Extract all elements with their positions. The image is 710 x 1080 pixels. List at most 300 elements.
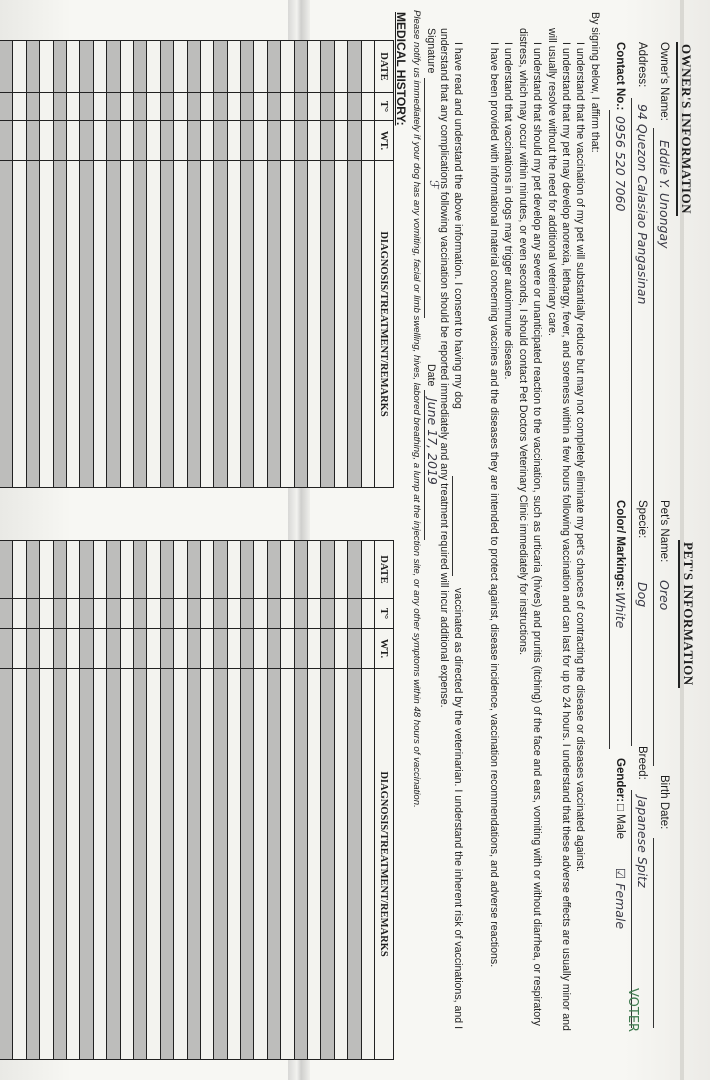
contact-value[interactable]: 0956 520 7060 bbox=[613, 116, 628, 212]
table-cell[interactable] bbox=[120, 121, 133, 161]
owner-heading: OWNER'S INFORMATION bbox=[676, 42, 694, 216]
table-cell[interactable] bbox=[294, 599, 307, 629]
voter-stamp: VOTER bbox=[625, 988, 640, 1033]
table-cell[interactable] bbox=[53, 629, 66, 669]
table-cell[interactable] bbox=[80, 629, 93, 669]
birth-date-label: Birth Date: bbox=[658, 775, 670, 830]
table-cell[interactable] bbox=[308, 93, 321, 121]
consent-agreement-rest: vaccinated as directed by the veterinarian. I understand the inherent risk of vaccinations, and I understand that any complications following vaccination should be reported immediately and any treatment required will incur additional expense. bbox=[437, 28, 464, 1030]
table-cell[interactable] bbox=[294, 41, 307, 93]
table-cell[interactable] bbox=[281, 541, 294, 599]
table-cell[interactable] bbox=[254, 41, 267, 93]
table-cell[interactable] bbox=[241, 161, 254, 488]
table-cell[interactable] bbox=[160, 93, 173, 121]
table-cell[interactable] bbox=[93, 93, 106, 121]
table-row bbox=[80, 41, 93, 488]
table-cell[interactable] bbox=[13, 161, 26, 488]
table-cell[interactable] bbox=[334, 93, 347, 121]
table-cell[interactable] bbox=[147, 629, 160, 669]
table-cell[interactable] bbox=[321, 41, 334, 93]
table-row bbox=[174, 541, 187, 1060]
table-cell[interactable] bbox=[348, 93, 361, 121]
table-cell[interactable] bbox=[133, 161, 146, 488]
table-cell[interactable] bbox=[214, 599, 227, 629]
table-cell[interactable] bbox=[0, 121, 13, 161]
table-cell[interactable] bbox=[334, 121, 347, 161]
color-label: Color/ Markings: bbox=[614, 500, 626, 591]
table-cell[interactable] bbox=[133, 93, 146, 121]
address-label: Address: bbox=[636, 42, 648, 88]
pet-name-line bbox=[653, 566, 654, 766]
table-row bbox=[227, 541, 240, 1060]
table-cell[interactable] bbox=[321, 121, 334, 161]
table-cell[interactable] bbox=[348, 121, 361, 161]
table-cell[interactable] bbox=[67, 599, 80, 629]
table-cell[interactable] bbox=[281, 629, 294, 669]
table-cell[interactable] bbox=[26, 41, 39, 93]
table-cell[interactable] bbox=[254, 669, 267, 1060]
table-cell[interactable] bbox=[308, 629, 321, 669]
table-cell[interactable] bbox=[187, 121, 200, 161]
table-cell[interactable] bbox=[174, 121, 187, 161]
table-cell[interactable] bbox=[133, 669, 146, 1060]
table-cell[interactable] bbox=[120, 41, 133, 93]
table-cell[interactable] bbox=[200, 41, 213, 93]
table-row bbox=[40, 41, 53, 488]
address-value[interactable]: 94 Quezon Calasiao Pangasinan bbox=[635, 104, 650, 305]
table-cell[interactable] bbox=[160, 541, 173, 599]
table-cell[interactable] bbox=[214, 41, 227, 93]
table-cell[interactable] bbox=[334, 541, 347, 599]
table-cell[interactable] bbox=[53, 93, 66, 121]
table-row bbox=[267, 541, 280, 1060]
table-cell[interactable] bbox=[67, 41, 80, 93]
table-cell[interactable] bbox=[80, 669, 93, 1060]
table-cell[interactable] bbox=[13, 629, 26, 669]
table-cell[interactable] bbox=[174, 93, 187, 121]
table-cell[interactable] bbox=[200, 599, 213, 629]
table-cell[interactable] bbox=[241, 93, 254, 121]
table-cell[interactable] bbox=[107, 93, 120, 121]
table-cell[interactable] bbox=[200, 93, 213, 121]
table-row bbox=[147, 541, 160, 1060]
table-cell[interactable] bbox=[67, 93, 80, 121]
table-cell[interactable] bbox=[241, 629, 254, 669]
table-cell[interactable] bbox=[187, 669, 200, 1060]
table-cell[interactable] bbox=[93, 161, 106, 488]
table-row bbox=[321, 541, 334, 1060]
table-cell[interactable] bbox=[13, 541, 26, 599]
table-cell[interactable] bbox=[227, 41, 240, 93]
table-cell[interactable] bbox=[254, 93, 267, 121]
table-cell[interactable] bbox=[254, 629, 267, 669]
table-cell[interactable] bbox=[281, 669, 294, 1060]
table-cell[interactable] bbox=[294, 541, 307, 599]
table-cell[interactable] bbox=[67, 629, 80, 669]
table-cell[interactable] bbox=[267, 669, 280, 1060]
table-cell[interactable] bbox=[267, 541, 280, 599]
table-row bbox=[321, 41, 334, 488]
table-row bbox=[361, 541, 374, 1060]
table-cell[interactable] bbox=[107, 121, 120, 161]
table-cell[interactable] bbox=[13, 599, 26, 629]
table-cell[interactable] bbox=[133, 599, 146, 629]
table-cell[interactable] bbox=[107, 161, 120, 488]
specie-line bbox=[631, 546, 632, 746]
table-cell[interactable] bbox=[120, 93, 133, 121]
table-cell[interactable] bbox=[26, 669, 39, 1060]
table-cell[interactable] bbox=[348, 161, 361, 488]
column-header-weight: WT. bbox=[375, 629, 394, 669]
table-row bbox=[93, 541, 106, 1060]
column-header-temp: T° bbox=[375, 93, 394, 121]
table-cell[interactable] bbox=[267, 121, 280, 161]
table-cell[interactable] bbox=[160, 669, 173, 1060]
table-row bbox=[120, 41, 133, 488]
table-cell[interactable] bbox=[93, 541, 106, 599]
table-cell[interactable] bbox=[160, 629, 173, 669]
table-cell[interactable] bbox=[0, 599, 13, 629]
table-cell[interactable] bbox=[0, 41, 13, 93]
table-cell[interactable] bbox=[160, 599, 173, 629]
table-cell[interactable] bbox=[80, 161, 93, 488]
table-cell[interactable] bbox=[147, 599, 160, 629]
table-cell[interactable] bbox=[214, 93, 227, 121]
table-cell[interactable] bbox=[133, 121, 146, 161]
table-cell[interactable] bbox=[187, 93, 200, 121]
table-row bbox=[361, 41, 374, 488]
table-cell[interactable] bbox=[93, 121, 106, 161]
table-cell[interactable] bbox=[133, 541, 146, 599]
table-cell[interactable] bbox=[308, 669, 321, 1060]
table-cell[interactable] bbox=[160, 41, 173, 93]
table-cell[interactable] bbox=[26, 599, 39, 629]
table-cell[interactable] bbox=[107, 669, 120, 1060]
table-cell[interactable] bbox=[361, 629, 374, 669]
table-cell[interactable] bbox=[80, 599, 93, 629]
table-cell[interactable] bbox=[0, 629, 13, 669]
table-cell[interactable] bbox=[348, 41, 361, 93]
table-cell[interactable] bbox=[321, 161, 334, 488]
table-row bbox=[281, 541, 294, 1060]
table-cell[interactable] bbox=[174, 669, 187, 1060]
table-cell[interactable] bbox=[80, 93, 93, 121]
table-cell[interactable] bbox=[147, 121, 160, 161]
birth-date-line bbox=[653, 838, 654, 1028]
gender-female-checkbox[interactable]: ☑ Female bbox=[613, 868, 628, 930]
table-cell[interactable] bbox=[281, 93, 294, 121]
table-cell[interactable] bbox=[214, 629, 227, 669]
table-cell[interactable] bbox=[93, 599, 106, 629]
table-row bbox=[107, 41, 120, 488]
table-cell[interactable] bbox=[53, 121, 66, 161]
table-cell[interactable] bbox=[40, 599, 53, 629]
medical-history-table-right bbox=[0, 540, 394, 1060]
table-cell[interactable] bbox=[174, 629, 187, 669]
table-cell[interactable] bbox=[67, 541, 80, 599]
table-row bbox=[254, 41, 267, 488]
table-cell[interactable] bbox=[254, 599, 267, 629]
table-cell[interactable] bbox=[13, 669, 26, 1060]
table-cell[interactable] bbox=[40, 541, 53, 599]
table-cell[interactable] bbox=[227, 121, 240, 161]
table-cell[interactable] bbox=[174, 599, 187, 629]
table-cell[interactable] bbox=[348, 541, 361, 599]
table-cell[interactable] bbox=[294, 669, 307, 1060]
table-cell[interactable] bbox=[147, 41, 160, 93]
pet-name-label: Pet's Name: bbox=[658, 500, 670, 563]
table-cell[interactable] bbox=[107, 41, 120, 93]
table-cell[interactable] bbox=[227, 93, 240, 121]
table-cell[interactable] bbox=[67, 669, 80, 1060]
table-cell[interactable] bbox=[26, 629, 39, 669]
date-value[interactable]: June 17, 2019 bbox=[425, 398, 440, 485]
table-cell[interactable] bbox=[160, 121, 173, 161]
table-row bbox=[308, 541, 321, 1060]
table-cell[interactable] bbox=[294, 629, 307, 669]
table-row bbox=[67, 541, 80, 1060]
table-cell[interactable] bbox=[174, 541, 187, 599]
table-cell[interactable] bbox=[214, 161, 227, 488]
table-cell[interactable] bbox=[160, 161, 173, 488]
table-cell[interactable] bbox=[334, 629, 347, 669]
table-row bbox=[107, 541, 120, 1060]
table-cell[interactable] bbox=[348, 599, 361, 629]
table-cell[interactable] bbox=[321, 599, 334, 629]
table-cell[interactable] bbox=[120, 161, 133, 488]
table-cell[interactable] bbox=[281, 599, 294, 629]
table-cell[interactable] bbox=[187, 41, 200, 93]
specie-value[interactable]: Dog bbox=[635, 582, 650, 608]
table-cell[interactable] bbox=[0, 669, 13, 1060]
table-cell[interactable] bbox=[0, 541, 13, 599]
table-cell[interactable] bbox=[13, 41, 26, 93]
table-cell[interactable] bbox=[200, 541, 213, 599]
table-row bbox=[294, 41, 307, 488]
table-cell[interactable] bbox=[227, 669, 240, 1060]
table-cell[interactable] bbox=[93, 669, 106, 1060]
table-cell[interactable] bbox=[308, 121, 321, 161]
table-cell[interactable] bbox=[321, 629, 334, 669]
table-row bbox=[200, 541, 213, 1060]
table-cell[interactable] bbox=[67, 161, 80, 488]
table-row bbox=[93, 41, 106, 488]
table-row bbox=[254, 541, 267, 1060]
table-row bbox=[67, 41, 80, 488]
table-cell[interactable] bbox=[361, 93, 374, 121]
table-cell[interactable] bbox=[200, 161, 213, 488]
table-cell[interactable] bbox=[214, 669, 227, 1060]
pet-name-value[interactable]: Oreo bbox=[657, 580, 672, 611]
table-cell[interactable] bbox=[0, 161, 13, 488]
table-cell[interactable] bbox=[107, 541, 120, 599]
table-cell[interactable] bbox=[241, 669, 254, 1060]
color-value[interactable]: White bbox=[613, 592, 628, 629]
table-row bbox=[26, 41, 39, 488]
table-cell[interactable] bbox=[187, 599, 200, 629]
table-cell[interactable] bbox=[40, 669, 53, 1060]
table-cell[interactable] bbox=[308, 161, 321, 488]
table-cell[interactable] bbox=[267, 161, 280, 488]
column-header-diagnosis: DIAGNOSIS/TREATMENT/REMARKS bbox=[375, 161, 394, 488]
table-row bbox=[187, 541, 200, 1060]
consent-paragraph: I understand that vaccinations in dogs may trigger autoimmune disease. bbox=[502, 42, 514, 380]
table-cell[interactable] bbox=[147, 669, 160, 1060]
breed-label: Breed: bbox=[636, 746, 648, 780]
signature-line[interactable] bbox=[424, 78, 425, 318]
table-cell[interactable] bbox=[308, 599, 321, 629]
table-row bbox=[53, 41, 66, 488]
gender-male-checkbox[interactable]: □ Male bbox=[614, 804, 626, 840]
table-cell[interactable] bbox=[281, 121, 294, 161]
table-cell[interactable] bbox=[174, 161, 187, 488]
table-cell[interactable] bbox=[334, 599, 347, 629]
consent-paragraph: I understand that the vaccination of my pet will substantially reduce but may not completely eliminate my pet's chances of contracting the disease or diseases vaccinated against. bbox=[574, 42, 586, 872]
table-row bbox=[13, 541, 26, 1060]
table-cell[interactable] bbox=[107, 629, 120, 669]
table-cell[interactable] bbox=[133, 41, 146, 93]
table-row bbox=[294, 541, 307, 1060]
table-cell[interactable] bbox=[361, 121, 374, 161]
table-cell[interactable] bbox=[321, 541, 334, 599]
table-cell[interactable] bbox=[53, 541, 66, 599]
table-cell[interactable] bbox=[361, 41, 374, 93]
table-cell[interactable] bbox=[26, 541, 39, 599]
table-cell[interactable] bbox=[334, 161, 347, 488]
gender-label: Gender: bbox=[614, 758, 626, 803]
table-cell[interactable] bbox=[147, 93, 160, 121]
table-cell[interactable] bbox=[187, 629, 200, 669]
table-cell[interactable] bbox=[267, 93, 280, 121]
table-cell[interactable] bbox=[361, 669, 374, 1060]
table-cell[interactable] bbox=[214, 541, 227, 599]
table-cell[interactable] bbox=[241, 599, 254, 629]
table-cell[interactable] bbox=[254, 121, 267, 161]
table-cell[interactable] bbox=[200, 121, 213, 161]
table-cell[interactable] bbox=[26, 161, 39, 488]
table-cell[interactable] bbox=[120, 541, 133, 599]
table-row bbox=[308, 41, 321, 488]
table-cell[interactable] bbox=[187, 541, 200, 599]
table-cell[interactable] bbox=[267, 599, 280, 629]
table-cell[interactable] bbox=[40, 41, 53, 93]
table-row bbox=[187, 41, 200, 488]
table-cell[interactable] bbox=[361, 541, 374, 599]
table-cell[interactable] bbox=[80, 41, 93, 93]
table-cell[interactable] bbox=[40, 93, 53, 121]
table-cell[interactable] bbox=[120, 629, 133, 669]
table-cell[interactable] bbox=[294, 121, 307, 161]
consent-paragraph: I understand that should my pet develop any severe or unanticipated reaction to the vaccination, such as urticaria (hives) and pruritis (itching) of the face and ears, vomiting with or without diarrhea, or respiratory distress, which may occur within minutes, or even seconds, I should contact Pet Doctors Veterinary Clinic immediately for instructions. bbox=[516, 28, 543, 1026]
table-row bbox=[174, 41, 187, 488]
table-cell[interactable] bbox=[107, 599, 120, 629]
table-row bbox=[147, 41, 160, 488]
table-cell[interactable] bbox=[26, 121, 39, 161]
table-cell[interactable] bbox=[308, 41, 321, 93]
table-cell[interactable] bbox=[147, 161, 160, 488]
table-cell[interactable] bbox=[348, 669, 361, 1060]
table-cell[interactable] bbox=[93, 41, 106, 93]
table-cell[interactable] bbox=[174, 41, 187, 93]
table-cell[interactable] bbox=[334, 669, 347, 1060]
consent-intro: By signing below, I affirm that: bbox=[589, 12, 601, 153]
table-cell[interactable] bbox=[214, 121, 227, 161]
table-cell[interactable] bbox=[200, 669, 213, 1060]
table-row bbox=[334, 541, 347, 1060]
pet-heading: PET'S INFORMATION bbox=[678, 540, 696, 688]
table-row bbox=[133, 41, 146, 488]
table-cell[interactable] bbox=[227, 161, 240, 488]
table-cell[interactable] bbox=[281, 41, 294, 93]
table-cell[interactable] bbox=[254, 161, 267, 488]
table-cell[interactable] bbox=[227, 541, 240, 599]
table-cell[interactable] bbox=[321, 93, 334, 121]
table-cell[interactable] bbox=[80, 121, 93, 161]
table-cell[interactable] bbox=[241, 541, 254, 599]
table-cell[interactable] bbox=[321, 669, 334, 1060]
table-cell[interactable] bbox=[187, 161, 200, 488]
table-cell[interactable] bbox=[120, 599, 133, 629]
table-row bbox=[267, 41, 280, 488]
table-cell[interactable] bbox=[294, 161, 307, 488]
table-cell[interactable] bbox=[334, 41, 347, 93]
column-header-date: DATE bbox=[375, 541, 394, 599]
table-cell[interactable] bbox=[120, 669, 133, 1060]
table-cell[interactable] bbox=[53, 669, 66, 1060]
table-row bbox=[334, 41, 347, 488]
table-cell[interactable] bbox=[40, 161, 53, 488]
table-cell[interactable] bbox=[267, 41, 280, 93]
table-row bbox=[241, 41, 254, 488]
table-cell[interactable] bbox=[267, 629, 280, 669]
table-cell[interactable] bbox=[0, 93, 13, 121]
table-cell[interactable] bbox=[133, 629, 146, 669]
table-row bbox=[133, 541, 146, 1060]
table-cell[interactable] bbox=[13, 121, 26, 161]
signature-mark: ℱ bbox=[427, 180, 442, 190]
table-cell[interactable] bbox=[40, 629, 53, 669]
table-row bbox=[13, 41, 26, 488]
table-cell[interactable] bbox=[361, 599, 374, 629]
table-cell[interactable] bbox=[254, 541, 267, 599]
table-row bbox=[80, 541, 93, 1060]
table-cell[interactable] bbox=[13, 93, 26, 121]
table-cell[interactable] bbox=[227, 629, 240, 669]
table-cell[interactable] bbox=[281, 161, 294, 488]
table-cell[interactable] bbox=[53, 599, 66, 629]
table-cell[interactable] bbox=[26, 93, 39, 121]
table-cell[interactable] bbox=[200, 629, 213, 669]
table-cell[interactable] bbox=[241, 41, 254, 93]
table-cell[interactable] bbox=[80, 541, 93, 599]
table-row bbox=[26, 541, 39, 1060]
table-cell[interactable] bbox=[67, 121, 80, 161]
table-cell[interactable] bbox=[241, 121, 254, 161]
table-cell[interactable] bbox=[53, 41, 66, 93]
table-cell[interactable] bbox=[227, 599, 240, 629]
table-cell[interactable] bbox=[93, 629, 106, 669]
table-cell[interactable] bbox=[147, 541, 160, 599]
table-cell[interactable] bbox=[40, 121, 53, 161]
table-cell[interactable] bbox=[294, 93, 307, 121]
table-cell[interactable] bbox=[348, 629, 361, 669]
contact-label: Contact No.: bbox=[614, 42, 626, 111]
table-cell[interactable] bbox=[53, 161, 66, 488]
table-cell[interactable] bbox=[361, 161, 374, 488]
owner-name-value[interactable]: Eddie Y. Unongay bbox=[657, 140, 672, 249]
table-cell[interactable] bbox=[308, 541, 321, 599]
breed-value[interactable]: Japanese Spitz bbox=[635, 796, 650, 888]
